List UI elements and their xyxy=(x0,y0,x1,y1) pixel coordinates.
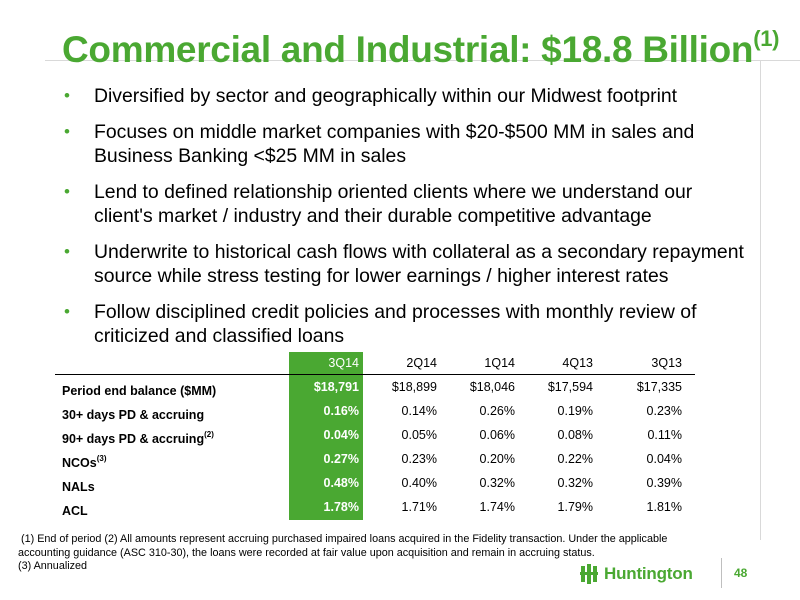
table-cell: 0.08% xyxy=(557,428,593,442)
table-cell: 0.05% xyxy=(401,428,437,442)
bullet-item: • Diversified by sector and geographically within our Midwest footprint xyxy=(64,85,678,107)
row-label: Period end balance ($MM) xyxy=(62,384,217,398)
column-header: 4Q13 xyxy=(562,356,593,370)
table-row xyxy=(55,400,695,422)
table-cell: 0.14% xyxy=(401,404,437,418)
brand-logo xyxy=(580,562,693,586)
table-row xyxy=(55,472,695,494)
column-header: 3Q13 xyxy=(651,356,682,370)
row-label: 30+ days PD & accruing xyxy=(62,408,205,422)
footer-divider xyxy=(721,558,722,588)
table-cell: 0.27% xyxy=(323,452,359,466)
column-header: 3Q14 xyxy=(328,356,359,370)
table-cell: 1.81% xyxy=(646,500,682,514)
bullet-item: • Focuses on middle market companies with $20-$500 MM in sales and Business Banking <$25 MM in sales xyxy=(64,121,695,167)
table-cell: $18,046 xyxy=(469,380,515,394)
table-cell: 1.79% xyxy=(557,500,593,514)
bullet-item: • Lend to defined relationship oriented clients where we understand our client's market / industry and their durable competitive advantage xyxy=(64,181,693,227)
header-rule xyxy=(55,374,695,375)
table-cell: $17,594 xyxy=(547,380,593,394)
table-cell: 0.04% xyxy=(646,452,682,466)
table-cell: 0.26% xyxy=(479,404,515,418)
table-cell: 0.39% xyxy=(646,476,682,490)
bullet-icon: • xyxy=(64,122,70,141)
table-cell: 1.71% xyxy=(401,500,437,514)
bullet-icon: • xyxy=(64,86,70,105)
table-cell: 0.40% xyxy=(401,476,437,490)
table-cell: $18,899 xyxy=(391,380,437,394)
table-row xyxy=(55,496,695,518)
row-label: NALs xyxy=(62,480,95,494)
brand-name: Huntington xyxy=(604,564,693,583)
table-cell: 0.11% xyxy=(647,428,682,442)
footnote-line: (3) Annualized xyxy=(18,560,88,572)
slide-title: Commercial and Industrial: $18.8 Billion$^{(1)}$ xyxy=(62,26,780,70)
bullet-icon: • xyxy=(64,182,70,201)
table-cell: 0.04% xyxy=(323,428,359,442)
footnote-line: (1) End of period (2) All amounts represent accruing purchased impaired loans acquired in the Fidelity transaction. Under the applicable xyxy=(21,533,668,545)
table-row xyxy=(55,448,695,470)
credit-metrics-table xyxy=(55,352,695,520)
bullet-icon: • xyxy=(64,302,70,321)
page-number: 48 xyxy=(734,566,748,580)
row-label: 90+ days PD & accruing$^{(2)}$ xyxy=(62,430,214,446)
title-footnote-ref: (1) xyxy=(753,26,780,51)
bullet-item: • Underwrite to historical cash flows with collateral as a secondary repayment source while stress testing for lower earnings / higher interest rates xyxy=(64,241,744,287)
huntington-logo-icon xyxy=(580,564,600,584)
table-cell: $18,791 xyxy=(313,380,359,394)
table-cell: 0.22% xyxy=(557,452,593,466)
table-cell: 0.06% xyxy=(479,428,515,442)
table-cell: 0.20% xyxy=(479,452,515,466)
table-cell: 0.16% xyxy=(323,404,359,418)
table-row xyxy=(55,424,695,446)
table-cell: 0.32% xyxy=(479,476,515,490)
table-cell: 1.78% xyxy=(323,500,359,514)
bullet-icon: • xyxy=(64,242,70,261)
table-cell: 0.19% xyxy=(557,404,593,418)
column-header: 2Q14 xyxy=(406,356,437,370)
bullet-list xyxy=(60,84,750,348)
footnote-line: accounting guidance (ASC 310-30), the loans were recorded at fair value upon acquisition and remain in accruing status. xyxy=(18,546,595,559)
table-cell: 1.74% xyxy=(479,500,515,514)
table-cell: 0.32% xyxy=(557,476,593,490)
table-row xyxy=(55,376,695,398)
row-label: ACL xyxy=(62,504,88,518)
table-cell: 0.48% xyxy=(323,476,359,490)
table-cell: 0.23% xyxy=(401,452,437,466)
row-label: NCOs$^{(3)}$ xyxy=(62,454,107,470)
bullet-item: • Follow disciplined credit policies and processes with monthly review of criticized and classified loans xyxy=(64,301,697,347)
column-header: 1Q14 xyxy=(484,356,515,370)
table-cell: $17,335 xyxy=(636,380,682,394)
table-cell: 0.23% xyxy=(646,404,682,418)
table-header-row xyxy=(55,352,695,374)
frame-line-right xyxy=(760,60,761,540)
